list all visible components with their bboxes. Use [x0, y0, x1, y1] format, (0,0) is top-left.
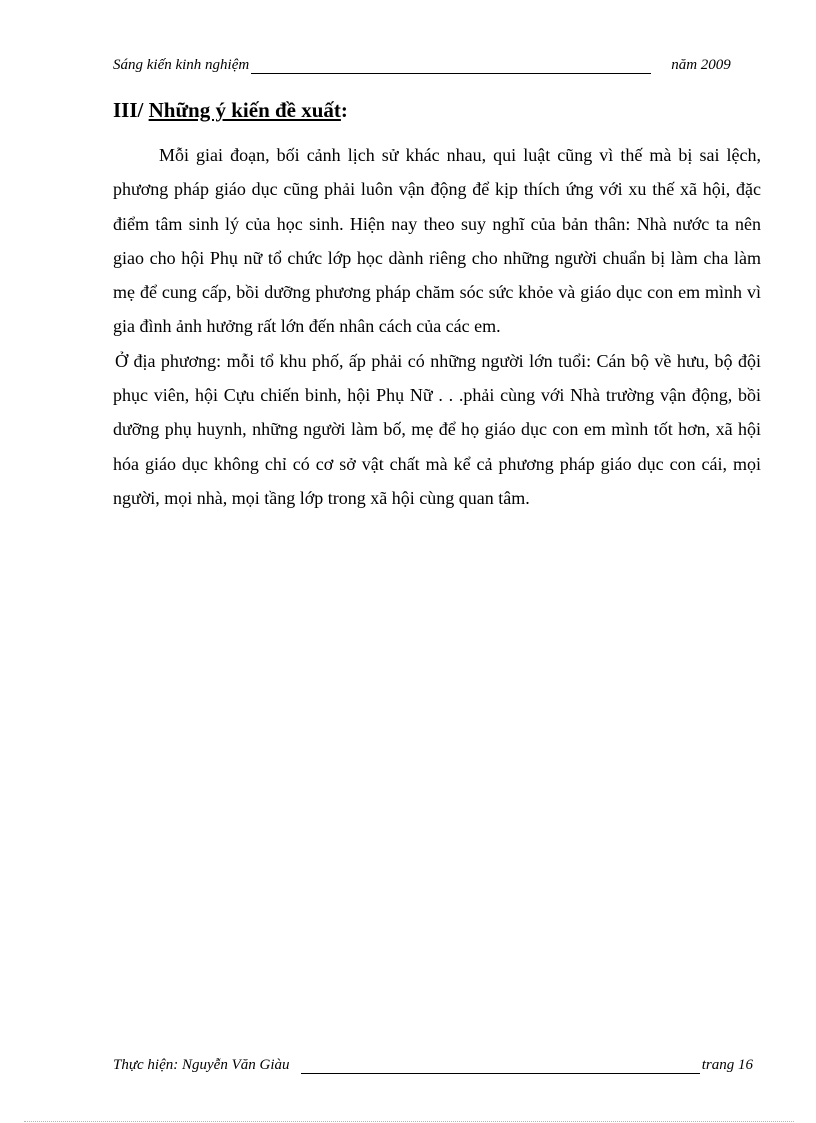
section-title: Những ý kiến đề xuất: [148, 98, 341, 122]
paragraph-2: Ở địa phương: mỗi tổ khu phố, ấp phải có những người lớn tuổi: Cán bộ về hưu, bộ đội phục viên, hội Cựu chiến binh, hội Phụ Nữ . . .phải cùng với Nhà trường vận động, bồi dưỡng phụ huynh, những người làm bố, mẹ để họ giáo dục con em mình tốt hơn, xã hội hóa giáo dục không chỉ có cơ sở vật chất mà kể cả phương pháp giáo dục con cái, mọi người, mọi nhà, mọi tầng lớp trong xã hội cùng quan tâm.: [113, 350, 761, 508]
page-footer: [113, 1052, 753, 1074]
header-title: Sáng kiến kinh nghiệm: [113, 57, 250, 73]
page-header: [113, 52, 753, 74]
header-rule: [251, 57, 651, 74]
footer-author: Thực hiện: Nguyễn Văn Giàu: [113, 1057, 290, 1073]
section-heading: [113, 98, 348, 123]
header-year: năm 2009: [671, 57, 731, 73]
footer-page-number: trang 16: [701, 1057, 753, 1073]
section-colon: :: [340, 98, 348, 122]
body-text: [113, 138, 761, 515]
paragraph-1: Mỗi giai đoạn, bối cảnh lịch sử khác nhau, qui luật cũng vì thế mà bị sai lệch, phương pháp giáo dục cũng phải luôn vận động để kịp thích ứng với xu thế xã hội, đặc điểm tâm sinh lý của học sinh. Hiện nay theo suy nghĩ của bản thân: Nhà nước ta nên giao cho hội Phụ nữ tổ chức lớp học dành riêng cho những người chuẩn bị làm cha làm mẹ để cung cấp, bồi dưỡng phương pháp chăm sóc sức khỏe và giáo dục con em mình vì gia đình ảnh hưởng rất lớn đến nhân cách của các em.: [113, 145, 761, 337]
page-boundary: [24, 1121, 794, 1122]
section-number: III/: [113, 98, 149, 122]
footer-rule: [301, 1057, 699, 1074]
